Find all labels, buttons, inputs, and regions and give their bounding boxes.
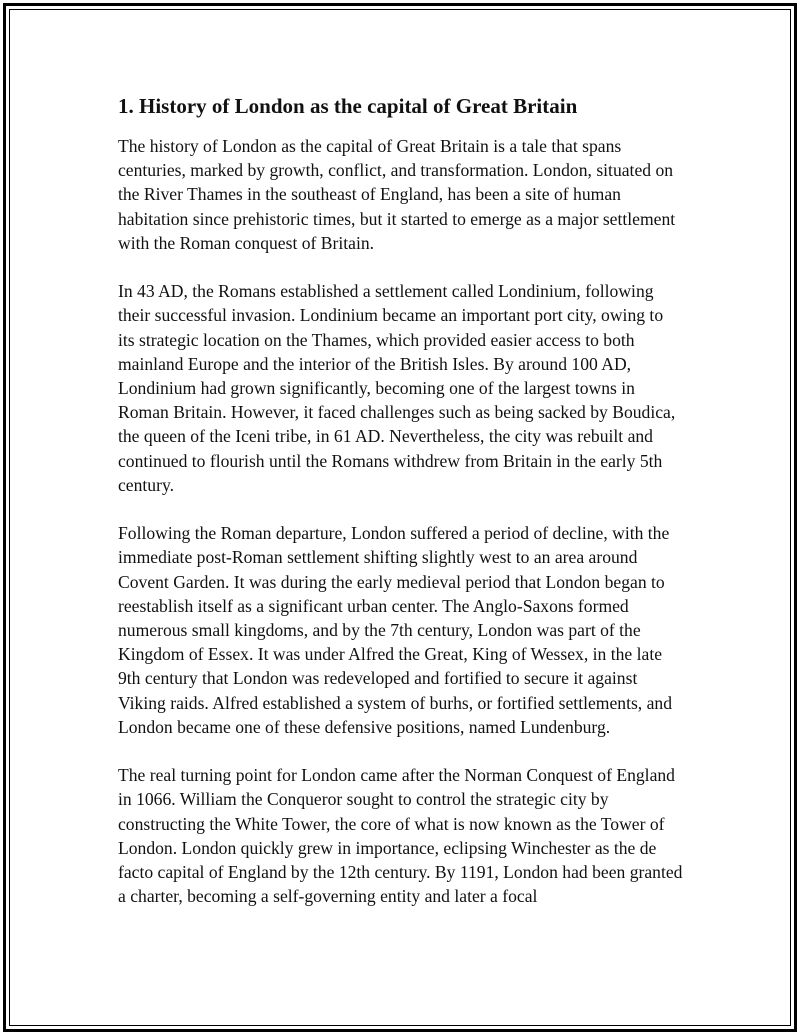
paragraph-intro: The history of London as the capital of Great Britain is a tale that spans centuries, marked by growth, conflict, and transformation. London, situated on the River Thames in the southeast of England, has been a site of human habitation since prehistoric times, but it started to emerge as a major settlement with the Roman conquest of Britain. [118,136,676,253]
paragraph-roman-londinium: In 43 AD, the Romans established a settlement called Londinium, following their successful invasion. Londinium became an important port city, owing to its strategic location on the Thames, which provided easier access to both mainland Europe and the interior of the British Isles. By around 100 AD, Londinium had grown significantly, becoming one of the largest towns in Roman Britain. However, it faced challenges such as being sacked by Boudica, the queen of the Iceni tribe, in 61 AD. Nevertheless, the city was rebuilt and continued to flourish until the Romans withdrew from Britain in the early 5th century. [118,281,676,495]
section-heading: 1. History of London as the capital of Great Britain [118,94,578,118]
paragraph-norman-conquest: The real turning point for London came after the Norman Conquest of England in 1066. William the Conqueror sought to control the strategic city by constructing the White Tower, the core of what is now known as the Tower of London. London quickly grew in importance, eclipsing Winchester as the de facto capital of England by the 12th century. By 1191, London had been granted a charter, becoming a self-governing entity and later a focal [118,765,683,907]
document-body [118,92,684,933]
paragraph-post-roman: Following the Roman departure, London suffered a period of decline, with the immediate post-Roman settlement shifting slightly west to an area around Covent Garden. It was during the early medieval period that London began to reestablish itself as a significant urban center. The Anglo-Saxons formed numerous small kingdoms, and by the 7th century, London was part of the Kingdom of Essex. It was under Alfred the Great, King of Wessex, in the late 9th century that London was redeveloped and fortified to secure it against Viking raids. Alfred established a system of burhs, or fortified settlements, and London became one of these defensive positions, named Lundenburg. [118,523,673,737]
